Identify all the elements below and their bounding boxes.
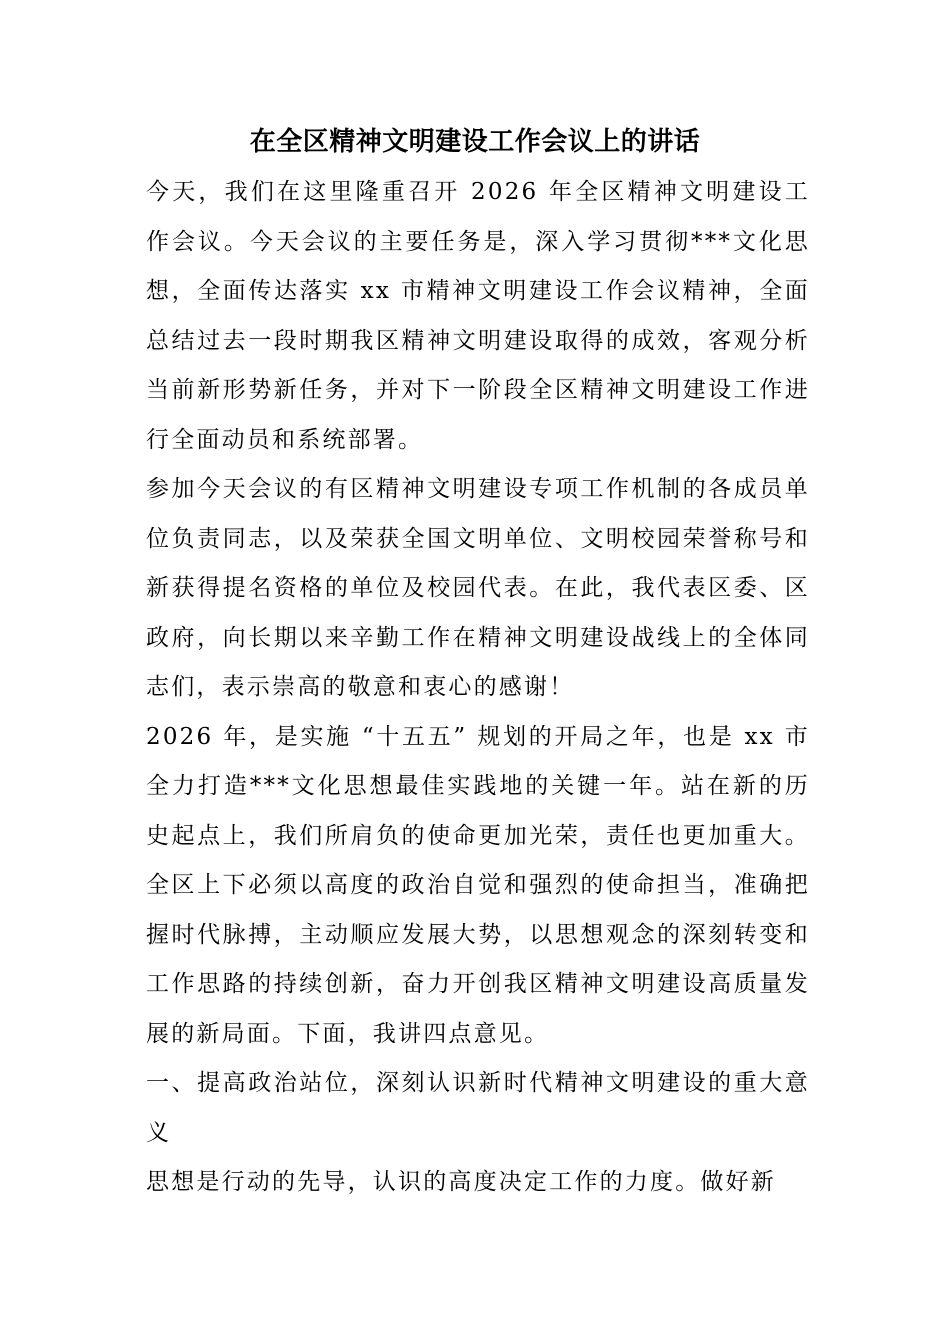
- paragraph-attendees: 参加今天会议的有区精神文明建设专项工作机制的各成员单位负责同志，以及荣获全国文明单位、文明校园荣誉称号和新获得提名资格的单位及校园代表。在此，我代表区委、区政府，向长期以来辛勤工作在精神文明建设战线上的全体同志们，表示崇高的敬意和衷心的感谢！: [146, 476, 810, 700]
- section-heading-1: 一、提高政治站位，深刻认识新时代精神文明建设的重大意义: [146, 1070, 810, 1146]
- paragraph-context: 2026 年，是实施 “十五五” 规划的开局之年，也是 xx 市全力打造***文化思想最佳实践地的关键一年。站在新的历史起点上，我们所肩负的使命更加光荣，责任也更加重大。全区上下必须以高度的政治自觉和强烈的使命担当，准确把握时代脉搏，主动顺应发展大势，以思想观念的深刻转变和工作思路的持续创新，奋力开创我区精神文明建设高质量发展的新局面。下面，我讲四点意见。: [146, 723, 810, 1047]
- document-title: 在全区精神文明建设工作会议上的讲话: [249, 127, 701, 157]
- document-body: [146, 168, 810, 1208]
- paragraph-opening: 今天，我们在这里隆重召开 2026 年全区精神文明建设工作会议。今天会议的主要任务是，深入学习贯彻***文化思想，全面传达落实 xx 市精神文明建设工作会议精神，全面总结过去一段时期我区精神文明建设取得的成效，客观分析当前新形势新任务，并对下一阶段全区精神文明建设工作进行全面动员和系统部署。: [146, 179, 810, 453]
- paragraph-section-1: 思想是行动的先导，认识的高度决定工作的力度。做好新: [146, 1169, 776, 1195]
